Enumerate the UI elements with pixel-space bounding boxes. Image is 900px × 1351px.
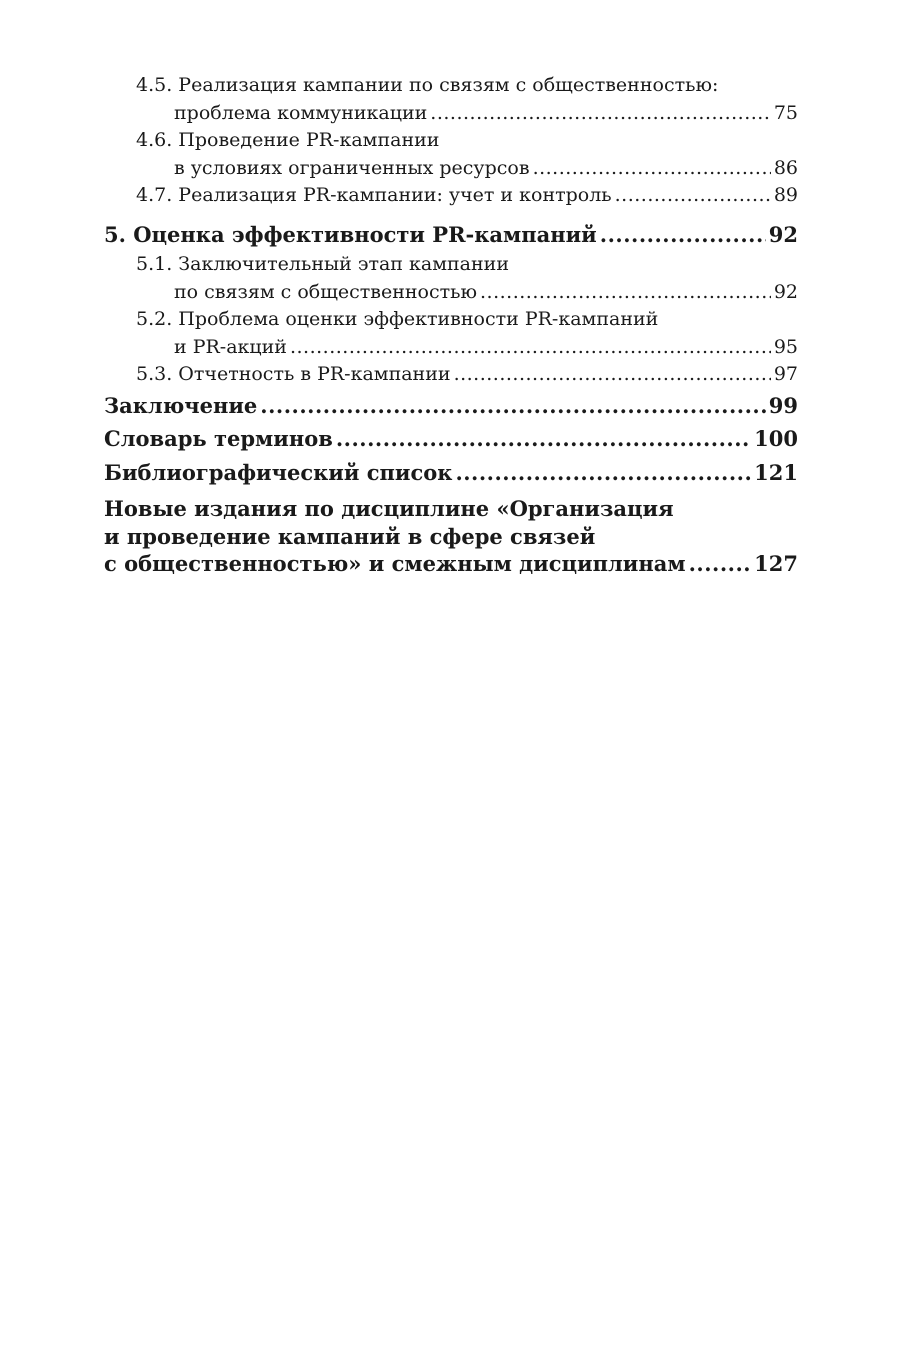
leader-dots	[290, 334, 771, 362]
toc-entry-title-cont: в условиях ограниченных ресурсов	[174, 156, 530, 179]
toc-entry-title: 4.7. Реализация PR-кампании: учет и контроль	[136, 184, 612, 206]
toc-chapter-title: 5. Оценка эффективности PR-кампаний	[104, 221, 597, 247]
toc-page-number: 100	[754, 426, 798, 451]
toc-entry-4-7[interactable]	[104, 182, 798, 210]
toc-entry-5-1[interactable]	[104, 251, 798, 306]
toc-page-number: 127	[754, 551, 798, 576]
toc-chapter-glossary[interactable]	[104, 422, 798, 456]
toc-entry-title-cont: и PR-акций	[174, 335, 287, 358]
toc-entry-title-cont: проблема коммуникации	[174, 101, 428, 124]
leader-dots	[689, 550, 752, 578]
toc-page-number: 89	[773, 184, 798, 206]
leader-dots	[455, 456, 751, 490]
leader-dots	[480, 279, 771, 307]
leader-dots	[454, 361, 771, 389]
toc-entry-4-6[interactable]	[104, 127, 798, 182]
leader-dots	[533, 155, 771, 183]
toc-entry-title: 4.6. Проведение PR-кампании	[136, 129, 440, 151]
leader-dots	[430, 100, 771, 128]
leader-dots	[615, 182, 771, 210]
toc-entry-title: 5.2. Проблема оценки эффективности PR-кампаний	[136, 308, 659, 330]
toc-chapter-title-cont: с общественностью» и смежным дисциплинам	[104, 551, 686, 576]
toc-entry-title: 5.3. Отчетность в PR-кампании	[136, 363, 451, 385]
toc-entry-title: 4.5. Реализация кампании по связям с общественностью:	[136, 74, 719, 96]
table-of-contents	[104, 72, 798, 578]
toc-entry-title: 5.1. Заключительный этап кампании	[136, 253, 509, 275]
toc-chapter-title-cont: и проведение кампаний в сфере связей	[104, 523, 596, 549]
leader-dots	[260, 389, 765, 423]
toc-entry-5-3[interactable]	[104, 361, 798, 389]
toc-page-number: 99	[768, 392, 798, 418]
toc-page-number: 86	[773, 156, 798, 179]
toc-page-number: 92	[773, 280, 798, 303]
toc-chapter-bibliography[interactable]	[104, 456, 798, 490]
toc-page-number: 121	[754, 459, 798, 485]
toc-page-number: 97	[773, 363, 798, 385]
toc-page-number: 75	[773, 101, 798, 124]
toc-chapter-5[interactable]	[104, 218, 798, 252]
toc-chapter-title: Заключение	[104, 392, 258, 418]
toc-chapter-new-editions[interactable]	[104, 495, 798, 578]
toc-page-number: 92	[768, 221, 798, 247]
toc-page-number: 95	[773, 335, 798, 358]
toc-chapter-title: Словарь терминов	[104, 426, 333, 451]
toc-chapter-title: Библиографический список	[104, 459, 453, 485]
toc-entry-title-cont: по связям с общественностью	[174, 280, 477, 303]
toc-entry-5-2[interactable]	[104, 306, 798, 361]
leader-dots	[600, 218, 766, 252]
toc-chapter-conclusion[interactable]	[104, 389, 798, 423]
toc-entry-4-5[interactable]	[104, 72, 798, 127]
toc-chapter-title: Новые издания по дисциплине «Организация	[104, 496, 674, 521]
leader-dots	[336, 422, 751, 456]
